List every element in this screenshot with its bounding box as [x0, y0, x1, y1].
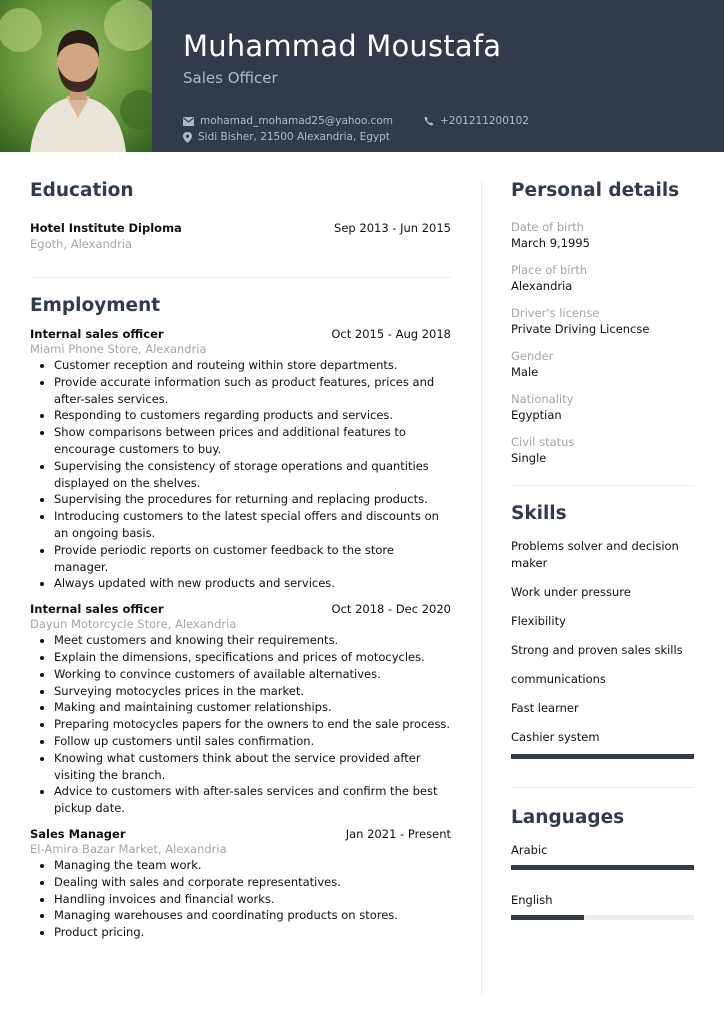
skill-item: Work under pressure: [511, 585, 631, 599]
education-heading: Education: [30, 180, 134, 201]
education-entry: [30, 221, 451, 251]
job-duty-item: • Always updated with new products and services.: [54, 575, 451, 592]
personal-detail-label: Gender: [511, 349, 554, 363]
section-divider: [30, 277, 451, 278]
personal-detail-label: Place of birth: [511, 263, 587, 277]
education-dates: Sep 2013 - Jun 2015: [334, 221, 451, 235]
job-title: Internal sales officer: [30, 602, 164, 617]
personal-detail-value: Male: [511, 365, 539, 379]
job-duty-item: • Advice to customers with after-sales services and confirm the best pickup date.: [54, 783, 451, 817]
personal-detail-value: Private Driving Licencse: [511, 322, 650, 336]
job-duty-item: • Show comparisons between prices and additional features to encourage customers to buy.: [54, 424, 451, 458]
personal-detail-label: Nationality: [511, 392, 574, 406]
skill-item: Problems solver and decision maker: [511, 539, 679, 570]
skill-item: Cashier system: [511, 730, 600, 744]
address-contact: [183, 131, 390, 143]
language-level-bar: [511, 915, 694, 920]
employment-list: [30, 327, 451, 941]
job-header: [30, 602, 451, 616]
skills-list: [511, 538, 694, 759]
job-duty-item: • Surveying motocycles prices in the market.: [54, 683, 451, 700]
phone-text: +201211200102: [440, 115, 529, 127]
skill-level-bar: [511, 754, 694, 759]
job-header: [30, 327, 451, 341]
skill-item: communications: [511, 672, 606, 686]
employment-heading: Employment: [30, 295, 161, 316]
language-level-fill: [511, 865, 694, 870]
job-duties-list: [30, 857, 451, 941]
job-duty-item: • Responding to customers regarding products and services.: [54, 407, 451, 424]
job-title: Sales Manager: [30, 826, 126, 841]
phone-contact: [424, 115, 529, 127]
section-divider: [511, 485, 694, 486]
personal-details-heading: Personal details: [511, 180, 680, 201]
job-duty-item: • Supervising the procedures for returning and replacing products.: [54, 491, 451, 508]
job-duty-item: • Handling invoices and financial works.: [54, 891, 451, 908]
email-contact: [183, 115, 393, 127]
envelope-icon: [183, 117, 194, 126]
side-column: [511, 180, 694, 920]
language-name: Arabic: [511, 843, 548, 857]
skill-item: Flexibility: [511, 614, 566, 628]
section-divider: [511, 787, 694, 788]
job-duty-item: • Follow up customers until sales confirmation.: [54, 733, 451, 750]
skill-item: Strong and proven sales skills: [511, 643, 683, 657]
profile-photo: [0, 0, 152, 152]
language-entry: [511, 892, 694, 920]
personal-detail-label: Date of birth: [511, 220, 584, 234]
job-duty-item: • Preparing motocycles papers for the owners to end the sale process.: [54, 716, 451, 733]
job-duties-list: [30, 632, 451, 817]
education-place: Egoth, Alexandria: [30, 237, 133, 251]
job-duty-item: • Introducing customers to the latest special offers and discounts on an ongoing basis.: [54, 508, 451, 542]
job-entry: [30, 827, 451, 941]
candidate-name: Muhammad Moustafa: [183, 29, 502, 63]
skill-item: Fast learner: [511, 701, 579, 715]
language-entry: [511, 842, 694, 870]
degree-name: Hotel Institute Diploma: [30, 221, 182, 235]
job-header: [30, 827, 451, 841]
job-duty-item: • Managing warehouses and coordinating products on stores.: [54, 907, 451, 924]
address-text: Sidi Bisher, 21500 Alexandria, Egypt: [198, 131, 390, 143]
language-name: English: [511, 893, 553, 907]
job-company: Dayun Motorcycle Store, Alexandria: [30, 617, 237, 632]
job-duty-item: • Knowing what customers think about the service provided after visiting the branch.: [54, 750, 451, 784]
personal-detail-value: Single: [511, 451, 547, 465]
language-level-fill: [511, 915, 584, 920]
column-divider: [481, 180, 482, 995]
personal-detail-value: Egyptian: [511, 408, 562, 422]
job-duty-item: • Working to convince customers of available alternatives.: [54, 666, 451, 683]
languages-list: [511, 842, 694, 920]
languages-heading: Languages: [511, 807, 625, 828]
candidate-title: Sales Officer: [183, 69, 278, 87]
job-company: El-Amira Bazar Market, Alexandria: [30, 841, 227, 856]
job-dates: Oct 2015 - Aug 2018: [331, 327, 451, 341]
resume-header: [0, 0, 724, 152]
email-text: mohamad_mohamad25@yahoo.com: [200, 115, 393, 127]
job-entry: [30, 327, 451, 592]
personal-detail-label: Driver's license: [511, 306, 600, 320]
job-duty-item: • Explain the dimensions, specifications and prices of motocycles.: [54, 649, 451, 666]
job-duty-item: • Provide periodic reports on customer feedback to the store manager.: [54, 542, 451, 576]
personal-detail-value: Alexandria: [511, 279, 573, 293]
job-entry: [30, 602, 451, 817]
personal-details-list: [511, 220, 694, 465]
language-level-bar: [511, 865, 694, 870]
job-duty-item: • Supervising the consistency of storage operations and quantities displayed on the shelves.: [54, 458, 451, 492]
skills-heading: Skills: [511, 503, 567, 524]
job-duty-item: • Product pricing.: [54, 924, 451, 941]
skill-level-fill: [511, 754, 694, 759]
job-duty-item: • Dealing with sales and corporate representatives.: [54, 874, 451, 891]
job-duty-item: • Customer reception and routeing within store departments.: [54, 357, 451, 374]
job-duties-list: [30, 357, 451, 592]
job-dates: Jan 2021 - Present: [345, 826, 451, 841]
job-duty-item: • Making and maintaining customer relationships.: [54, 699, 451, 716]
job-duty-item: • Managing the team work.: [54, 857, 451, 874]
job-title: Internal sales officer: [30, 327, 164, 341]
personal-detail-label: Civil status: [511, 435, 575, 449]
job-duty-item: • Provide accurate information such as product features, prices and after-sales services.: [54, 374, 451, 408]
job-dates: Oct 2018 - Dec 2020: [331, 602, 451, 617]
phone-icon: [424, 116, 434, 126]
job-duty-item: • Meet customers and knowing their requirements.: [54, 632, 451, 649]
job-company: Miami Phone Store, Alexandria: [30, 342, 207, 356]
location-pin-icon: [183, 132, 192, 143]
personal-detail-value: March 9,1995: [511, 236, 590, 250]
main-column: [30, 180, 451, 941]
